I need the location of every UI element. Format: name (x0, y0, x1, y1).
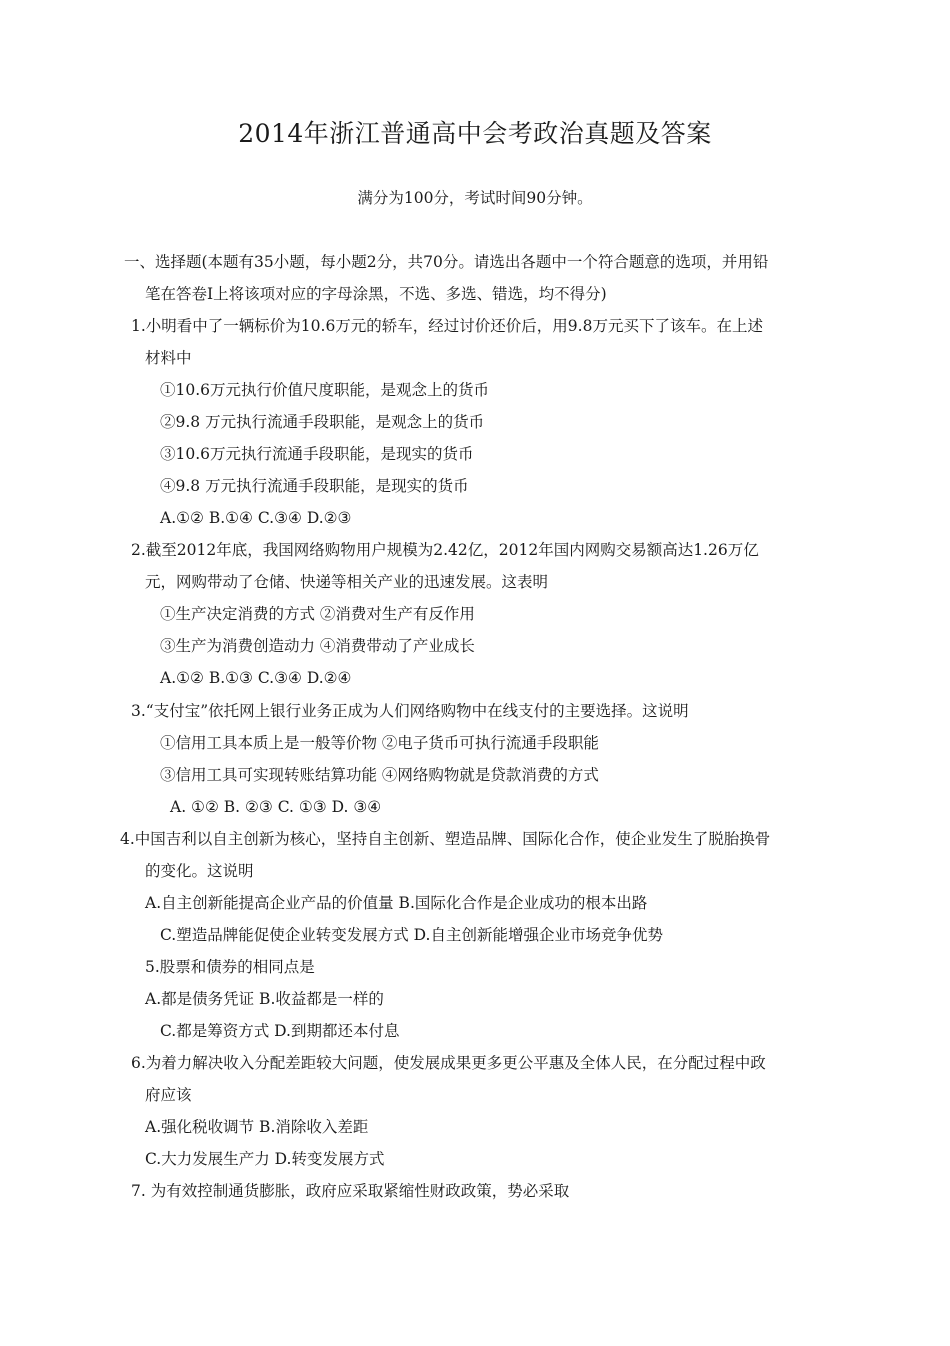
question-2-stem-cont: 元，网购带动了仓储、快递等相关产业的迅速发展。这表明 (145, 573, 549, 591)
question-3-choices: A. ①② B. ②③ C. ①③ D. ③④ (170, 798, 382, 816)
question-4-options-ab: A.自主创新能提高企业产品的价值量 B.国际化合作是企业成功的根本出路 (145, 894, 648, 912)
exam-info: 满分为100分，考试时间90分钟。 (357, 189, 593, 207)
question-6-stem-cont: 府应该 (145, 1086, 192, 1104)
question-1-option-1: ①10.6万元执行价值尺度职能，是观念上的货币 (160, 381, 490, 399)
question-2-option-12: ①生产决定消费的方式 ②消费对生产有反作用 (160, 605, 475, 623)
question-7-stem: 7. 为有效控制通货膨胀，政府应采取紧缩性财政政策，势必采取 (131, 1182, 570, 1200)
question-2-option-34: ③生产为消费创造动力 ④消费带动了产业成长 (160, 637, 475, 655)
question-5-options-ab: A.都是债务凭证 B.收益都是一样的 (145, 990, 384, 1008)
question-2-choices: A.①② B.①③ C.③④ D.②④ (160, 669, 352, 687)
section-header-line1: 一、选择题(本题有35小题，每小题2分，共70分。请选出各题中一个符合题意的选项，并用铅 (124, 253, 769, 271)
question-4-stem-cont: 的变化。这说明 (145, 862, 254, 880)
question-6-stem: 6.为着力解决收入分配差距较大问题，使发展成果更多更公平惠及全体人民，在分配过程中政 (131, 1054, 766, 1072)
page-title: 2014年浙江普通高中会考政治真题及答案 (238, 119, 712, 148)
question-1-choices: A.①② B.①④ C.③④ D.②③ (160, 509, 352, 527)
question-4-stem: 4.中国吉利以自主创新为核心，坚持自主创新、塑造品牌、国际化合作，使企业发生了脱胎换骨 (120, 830, 771, 848)
question-1-stem: 1.小明看中了一辆标价为10.6万元的轿车，经过讨价还价后，用9.8万元买下了该车。在上述 (131, 317, 763, 335)
question-5-options-cd: C.都是筹资方式 D.到期都还本付息 (160, 1022, 400, 1040)
question-1-option-4: ④9.8 万元执行流通手段职能，是现实的货币 (160, 477, 469, 495)
question-6-options-cd: C.大力发展生产力 D.转变发展方式 (145, 1150, 385, 1168)
question-6-options-ab: A.强化税收调节 B.消除收入差距 (145, 1118, 369, 1136)
question-2-stem: 2.截至2012年底，我国网络购物用户规模为2.42亿，2012年国内网购交易额高达1.26万亿 (131, 541, 759, 559)
question-1-stem-cont: 材料中 (145, 349, 192, 367)
question-1-option-2: ②9.8 万元执行流通手段职能，是观念上的货币 (160, 413, 485, 431)
question-3-option-34: ③信用工具可实现转账结算功能 ④网络购物就是贷款消费的方式 (160, 766, 599, 784)
question-3-stem: 3.“支付宝”依托网上银行业务正成为人们网络购物中在线支付的主要选择。这说明 (131, 702, 689, 720)
question-5-stem: 5.股票和债券的相同点是 (145, 958, 315, 976)
question-3-option-12: ①信用工具本质上是一般等价物 ②电子货币可执行流通手段职能 (160, 734, 599, 752)
question-4-options-cd: C.塑造品牌能促使企业转变发展方式 D.自主创新能增强企业市场竞争优势 (160, 926, 663, 944)
section-header-line2: 笔在答卷Ⅰ上将该项对应的字母涂黑，不选、多选、错选，均不得分) (145, 285, 607, 303)
question-1-option-3: ③10.6万元执行流通手段职能，是现实的货币 (160, 445, 474, 463)
